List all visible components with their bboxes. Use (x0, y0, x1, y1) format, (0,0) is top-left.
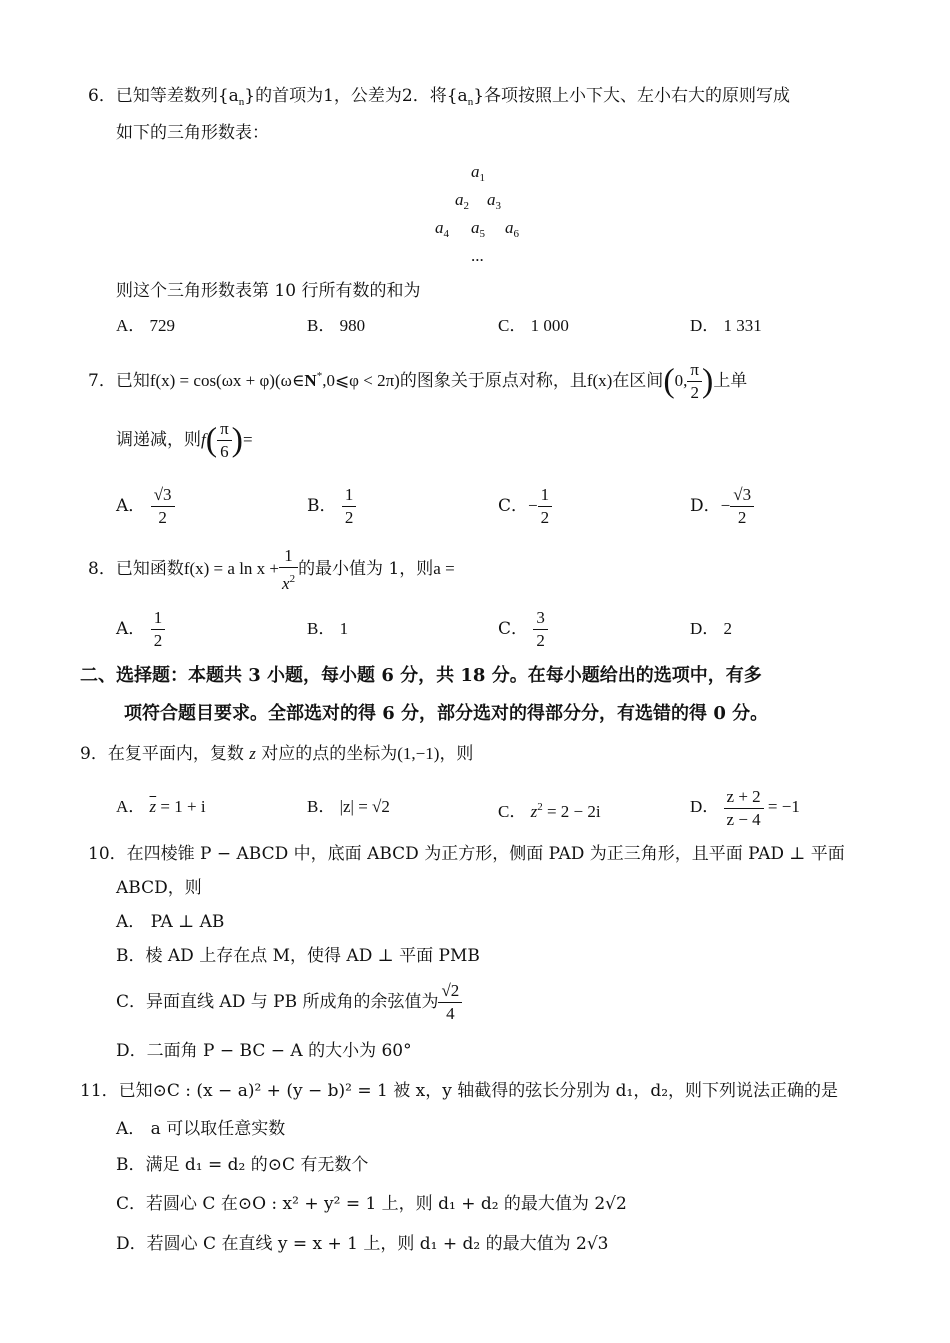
q10-option-b: B．棱 AD 上存在点 M，使得 AD ⊥ 平面 PMB (116, 946, 480, 966)
q9-line1: 9．在复平面内，复数 z 对应的点的坐标为(1,−1)，则 (80, 744, 474, 764)
q8-number: 8． (88, 559, 116, 579)
q9-number: 9． (80, 744, 108, 764)
exam-page: 6．已知等差数列$\{a_n\}$的首项为1，公差为2．将$\{a_n\}$各项按照上小下大、左小右大的原则写成 如下的三角形数表： $a_1$ $a_2$ $a_3$ $a_4$ $a_5$ $a_6$ ... 则这个三角形数表第 10 行所有数的和为 A． 729 B． 980 C． 1 000 D． 1 331 7．已知f(x) = cos(ωx + φ)(ω∈N*,0⩽φ < 2π)的图象关于原点对称，且f(x)在区间(0, $\frac{\pi}{2}$ )上单 调递减，则f( $\frac{\pi}{6}$ )= A． $\frac{√3}{2}$ B． $\frac{1}{2}$ C．− $\frac{1}{2}$ D．− $\frac{√3}{2}$ 8．已知函数f(x) = a ln x + $\frac{1}{x^2}$ 的最小值为 1，则a = A． $\frac{1}{2}$ B． 1 C． $\frac{3}{2}$ D． 2 二、选择题：本题共 3 小题，每小题 6 分，共 18 分。在每小题给出的选项中，有多 项符合题目要求。全部选对的得 6 分，部分选对的得部分分，有选错的得 0 分。 9．在复平面内，复数 z 对应的点的坐标为(1,−1)，则 A． $\overline{z} = 1 + i$ B． |z| = √2 C． $z^2 = 2 - 2i$ D． $\frac{z + 2}{z - 4}$ = −1 10．在四棱锥 P − ABCD 中，底面 ABCD 为正方形，侧面 PAD 为正三角形，且平面 PAD ⊥ 平面 ABCD，则 A． PA ⊥ AB B．棱 AD 上存在点 M，使得 AD ⊥ 平面 PMB C．异面直线 AD 与 PB 所成角的余弦值为 $\frac{√2}{4}$ D．二面角 P − BC − A 的大小为 60° 11．已知⊙C : (x − a)² + (y − b)² = 1 被 x，y 轴截得的弦长分别为 d₁，d₂，则下列说法正确的是 A． a 可以取任意实数 B．满足 d₁ = d₂ 的⊙C 有无数个 C．若圆心 C 在⊙O : x² + y² = 1 上，则 d₁ + d₂ 的最大值为 2√2 D．若圆心 C 在直线 y = x + 1 上，则 d₁ + d₂ 的最大值为 2√3 (80, 86, 845, 1254)
q6-line3: 则这个三角形数表第 10 行所有数的和为 (116, 281, 421, 301)
q10-line1: 10．在四棱锥 P − ABCD 中，底面 ABCD 为正方形，侧面 PAD 为正三角形，且平面 PAD ⊥ 平面 (88, 844, 845, 864)
q6-number: 6． (88, 86, 116, 106)
q10-option-c: C．异面直线 AD 与 PB 所成角的余弦值为 $\frac{√2}{4}$ (116, 976, 462, 1028)
q11-option-b: B．满足 d₁ = d₂ 的⊙C 有无数个 (116, 1155, 369, 1175)
q7-line1: 7．已知f(x) = cos(ωx + φ)(ω∈N*,0⩽φ < 2π)的图象关于原点对称，且f(x)在区间(0, $\frac{\pi}{2}$ )上单 (88, 360, 748, 402)
q7-line2: 调递减，则f( $\frac{\pi}{6}$ )= (116, 419, 253, 461)
q8-line1: 8．已知函数f(x) = a ln x + $\frac{1}{x^2}$ 的最小值为 1，则a = (88, 545, 455, 593)
q11-option-d: D．若圆心 C 在直线 y = x + 1 上，则 d₁ + d₂ 的最大值为 2√3 (116, 1234, 609, 1254)
q7-option-a: A． $\frac{√3}{2}$ (116, 480, 175, 532)
q8-option-d: D． 2 (690, 619, 733, 638)
q11-option-a: A． a 可以取任意实数 (116, 1119, 286, 1139)
q10-option-d: D．二面角 P − BC − A 的大小为 60° (116, 1041, 412, 1061)
q9-option-c: C． $z^2 = 2 - 2i$ (498, 801, 601, 821)
section2-heading-line2: 项符合题目要求。全部选对的得 6 分，部分选对的得部分分，有选错的得 0 分。 (124, 703, 769, 724)
q7-option-b: B． $\frac{1}{2}$ (307, 480, 356, 532)
q11-number: 11． (80, 1081, 119, 1101)
q9-option-b: B． |z| = √2 (307, 797, 390, 816)
q9-option-d: D． $\frac{z + 2}{z - 4}$ = −1 (690, 786, 800, 829)
q8-option-c: C． $\frac{3}{2}$ (498, 603, 548, 655)
q7-number: 7． (88, 371, 116, 391)
q9-option-a: A． $\overline{z} = 1 + i$ (116, 797, 206, 816)
q11-option-c: C．若圆心 C 在⊙O : x² + y² = 1 上，则 d₁ + d₂ 的最大值为 2√2 (116, 1194, 627, 1214)
q10-number: 10． (88, 844, 127, 864)
q11-line1: 11．已知⊙C : (x − a)² + (y − b)² = 1 被 x，y 轴截得的弦长分别为 d₁，d₂，则下列说法正确的是 (80, 1081, 839, 1101)
q8-option-b: B． 1 (307, 619, 349, 638)
q10-option-a: A． PA ⊥ AB (116, 912, 225, 932)
q7-option-c: C．− $\frac{1}{2}$ (498, 480, 552, 532)
q6-option-c: C． 1 000 (498, 316, 569, 335)
q6-line1: 6．已知等差数列$\{a_n\}$的首项为1，公差为2．将$\{a_n\}$各项按照上小下大、左小右大的原则写成 (88, 86, 791, 108)
section2-heading-line1: 二、选择题：本题共 3 小题，每小题 6 分，共 18 分。在每小题给出的选项中，有多 (80, 665, 762, 686)
q7-option-d: D．− $\frac{√3}{2}$ (690, 480, 754, 532)
q6-option-b: B． 980 (307, 316, 366, 335)
q6-option-a: A． 729 (116, 316, 176, 335)
q8-option-a: A． $\frac{1}{2}$ (116, 603, 165, 655)
q6-option-d: D． 1 331 (690, 316, 762, 335)
q10-line2: ABCD，则 (116, 878, 202, 898)
q6-line2: 如下的三角形数表： (116, 123, 269, 143)
